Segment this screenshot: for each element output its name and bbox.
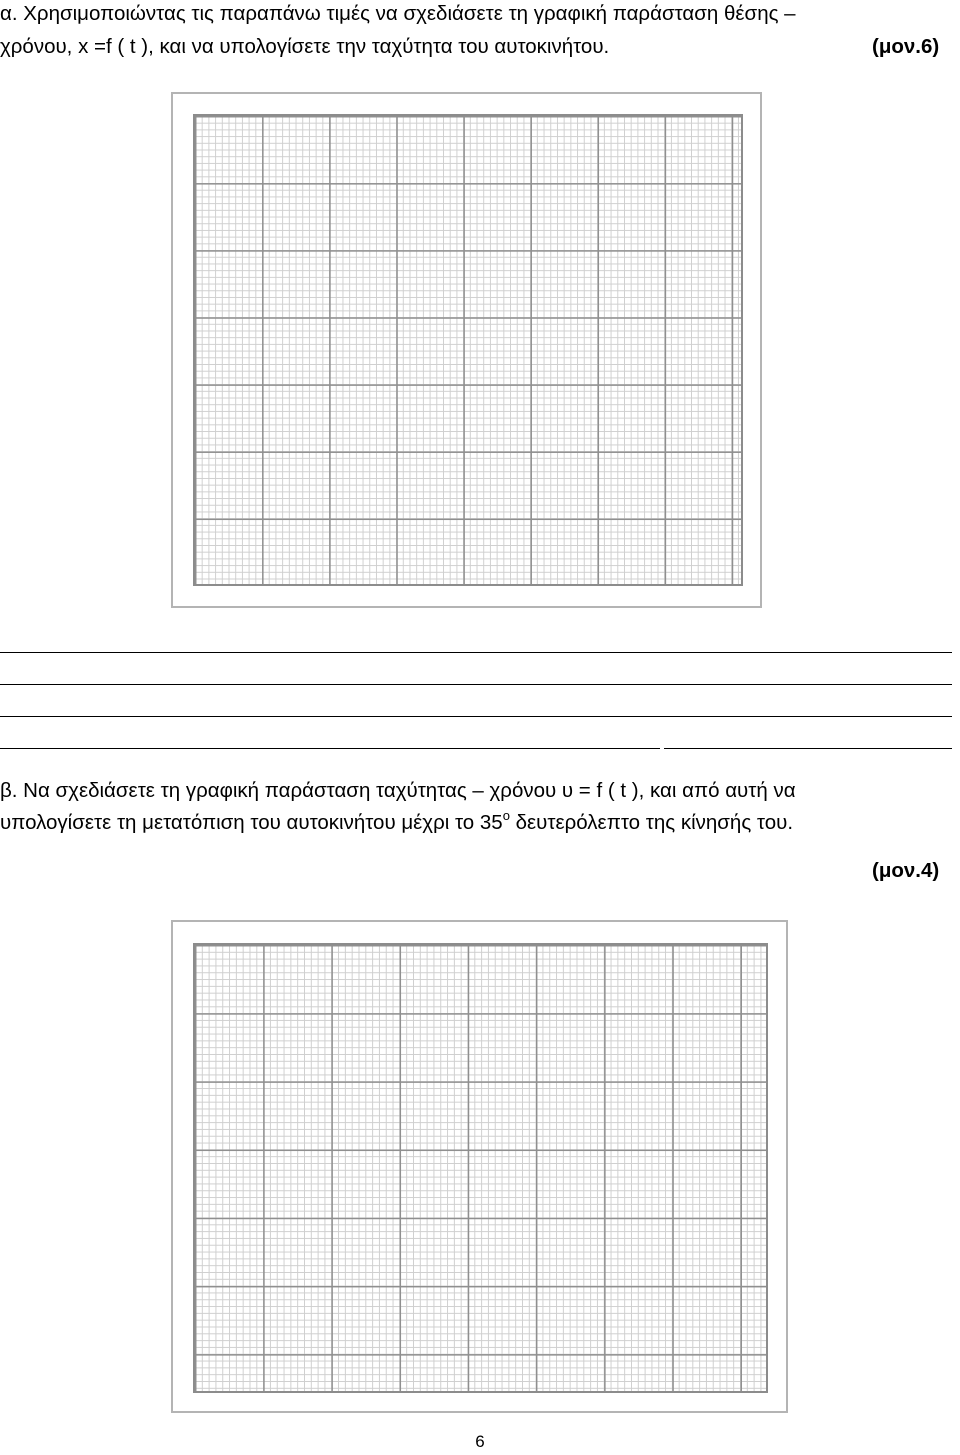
question-b-marks: (μον.4) xyxy=(872,859,940,882)
page-number: 6 xyxy=(475,1432,485,1451)
question-b-line-2 xyxy=(0,808,794,835)
answer-line-2[interactable] xyxy=(0,684,952,685)
graph-frame-a xyxy=(171,92,762,608)
question-a-line-2: χρόνου, x =f ( t ), και να υπολογίσετε την ταχύτητα του αυτοκινήτου. xyxy=(0,35,610,58)
question-a-marks: (μον.6) xyxy=(872,35,940,58)
question-b-line-2-text: υπολογίσετε τη μετατόπιση του αυτοκινήτου μέχρι το 35 xyxy=(0,811,503,834)
question-b-line-2-end: δευτερόλεπτο της κίνησής του. xyxy=(509,811,794,834)
graph-paper-a[interactable] xyxy=(193,114,743,586)
graph-frame-b xyxy=(171,920,788,1413)
graph-paper-b[interactable] xyxy=(193,943,768,1393)
ordinal-superscript: ο xyxy=(502,808,510,824)
question-b-line-1: β. Να σχεδιάσετε τη γραφική παράσταση ταχύτητας – χρόνου υ = f ( t ), και από αυτή να xyxy=(0,779,796,802)
answer-line-3[interactable] xyxy=(0,716,952,717)
answer-line-1[interactable] xyxy=(0,652,952,653)
question-a-line-1: α. Χρησιμοποιώντας τις παραπάνω τιμές να σχεδιάσετε τη γραφική παράσταση θέσης – xyxy=(0,2,796,25)
